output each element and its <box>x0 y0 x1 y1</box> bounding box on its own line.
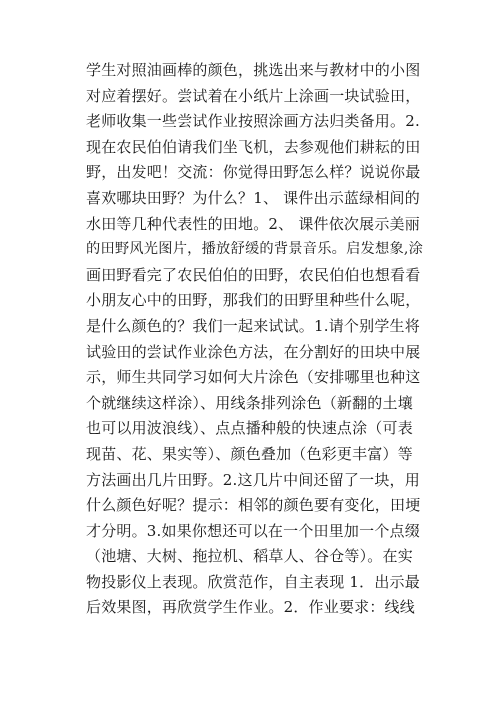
text-line: 学生对照油画棒的颜色，挑选出来与教材中的小图 <box>86 61 421 79</box>
text-line: 什么颜色好呢？提示：相邻的颜色要有变化，田埂 <box>86 496 421 515</box>
text-line: 个就继续这样涂）、用线条排列涂色（新翻的土壤 <box>86 393 413 412</box>
text-line: 也可以用波浪线）、点点播种般的快速点涂（可表 <box>86 419 413 438</box>
text-line: （池塘、大树、拖拉机、稻草人、谷仓等）。在实 <box>86 547 413 566</box>
text-line: 现在农民伯伯请我们坐飞机，去参观他们耕耘的田 <box>86 137 421 156</box>
text-line: 老师收集一些尝试作业按照涂画方法归类备用。2. <box>86 112 420 131</box>
text-line: 喜欢哪块田野？为什么？1、 课件出示蓝绿相间的 <box>86 188 420 207</box>
text-line: 对应着摆好。尝试着在小纸片上涂画一块试验田， <box>86 86 421 105</box>
text-line: 的田野风光图片，播放舒缓的背景音乐。启发想象,涂 <box>86 241 424 258</box>
body-text <box>86 58 426 621</box>
text-line: 野，出发吧！交流：你觉得田野怎么样？说说你最 <box>86 163 421 182</box>
text-line: 小朋友心中的田野，那我们的田野里种些什么呢， <box>86 291 421 310</box>
text-line: 示，师生共同学习如何大片涂色（安排哪里也种这 <box>86 368 421 387</box>
text-line: 物投影仪上表现。欣赏范作，自主表现 1．出示最 <box>86 572 420 591</box>
text-line: 水田等几种代表性的田地。2、 课件依次展示美丽 <box>86 214 420 233</box>
text-line: 是什么颜色的？我们一起来试试。1.请个别学生将 <box>86 316 420 335</box>
text-line: 才分明。3.如果你想还可以在一个田里加一个点缀 <box>86 521 420 540</box>
text-line: 画田野看完了农民伯伯的田野，农民伯伯也想看看 <box>86 265 421 284</box>
text-line: 试验田的尝试作业涂色方法，在分割好的田块中展 <box>86 342 421 361</box>
text-line: 后效果图，再欣赏学生作业。2．作业要求：线线 <box>86 598 415 617</box>
text-line: 现苗、花、果实等）、颜色叠加（色彩更丰富）等 <box>86 444 413 463</box>
text-line: 方法画出几片田野。2.这几片中间还留了一块，用 <box>86 470 420 489</box>
